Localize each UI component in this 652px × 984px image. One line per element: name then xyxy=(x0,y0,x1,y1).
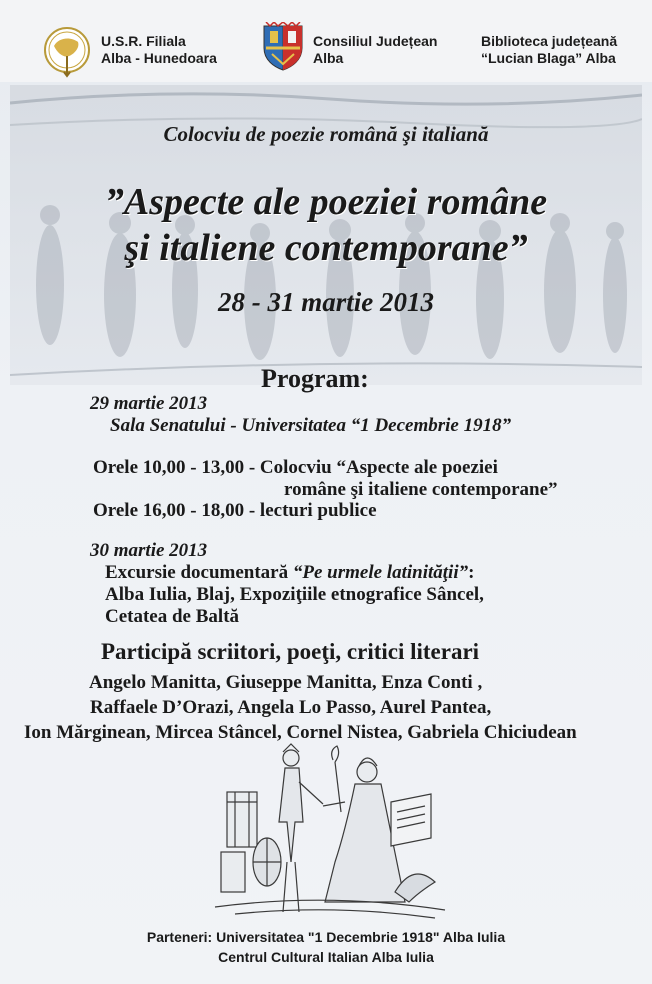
participants-line1: Angelo Manitta, Giuseppe Manitta, Enza Conti , xyxy=(89,672,483,693)
day2-line3: Cetatea de Baltă xyxy=(105,606,240,627)
day2-line2: Alba Iulia, Blaj, Expoziţiile etnografice Sâncel, xyxy=(105,584,484,605)
header-center-org xyxy=(313,33,437,67)
header-right-line1: Biblioteca județeană xyxy=(481,33,618,49)
partners-line2: Centrul Cultural Italian Alba Iulia xyxy=(218,949,434,965)
day1-item1-line1: Orele 10,00 - 13,00 - Colocviu “Aspecte ale poeziei xyxy=(93,457,498,478)
participants-line2: Raffaele D’Orazi, Angela Lo Passo, Aurel Pantea, xyxy=(90,697,492,718)
partners-line1: Parteneri: Universitatea "1 Decembrie 1918" Alba Iulia xyxy=(146,929,506,945)
day1-date: 29 martie 2013 xyxy=(90,393,208,414)
coat-of-arms-icon xyxy=(262,22,304,72)
event-dates: 28 - 31 martie 2013 xyxy=(218,287,434,317)
event-subtitle: Colocviu de poezie română şi italiană xyxy=(163,122,489,146)
day1-item1-line2: române şi italiene contemporane” xyxy=(284,479,558,500)
header-bar xyxy=(0,0,652,82)
day1-place: Sala Senatului - Universitatea “1 Decembrie 1918” xyxy=(110,415,512,436)
day2-date: 30 martie 2013 xyxy=(90,540,208,561)
header-left-line1: U.S.R. Filiala xyxy=(101,33,186,49)
usr-logo-icon xyxy=(42,26,92,78)
participants-heading: Participă scriitori, poeţi, critici literari xyxy=(101,639,480,664)
event-title-line1: ”Aspecte ale poeziei române xyxy=(104,181,548,223)
header-right-line2: “Lucian Blaga” Alba xyxy=(481,50,616,66)
day2-excursion xyxy=(105,562,474,584)
classical-figures-illustration xyxy=(195,742,460,922)
day1-item2: Orele 16,00 - 18,00 - lecturi publice xyxy=(93,500,377,521)
header-center-line1: Consiliul Județean xyxy=(313,33,438,49)
day2-excursion-title: “Pe urmele latinităţii” xyxy=(292,562,469,583)
header-center-line2: Alba xyxy=(313,50,344,66)
event-title-line2: şi italiene contemporane” xyxy=(124,227,528,269)
header-left-org xyxy=(101,33,217,67)
participants-line3: Ion Mărginean, Mircea Stâncel, Cornel Nistea, Gabriela Chiciudean xyxy=(24,722,577,743)
day2-excursion-suffix: : xyxy=(468,562,475,583)
header-left-line2: Alba - Hunedoara xyxy=(101,50,217,66)
program-heading: Program: xyxy=(261,364,369,393)
day2-excursion-prefix: Excursie documentară xyxy=(105,562,293,583)
header-right-org xyxy=(481,33,617,67)
